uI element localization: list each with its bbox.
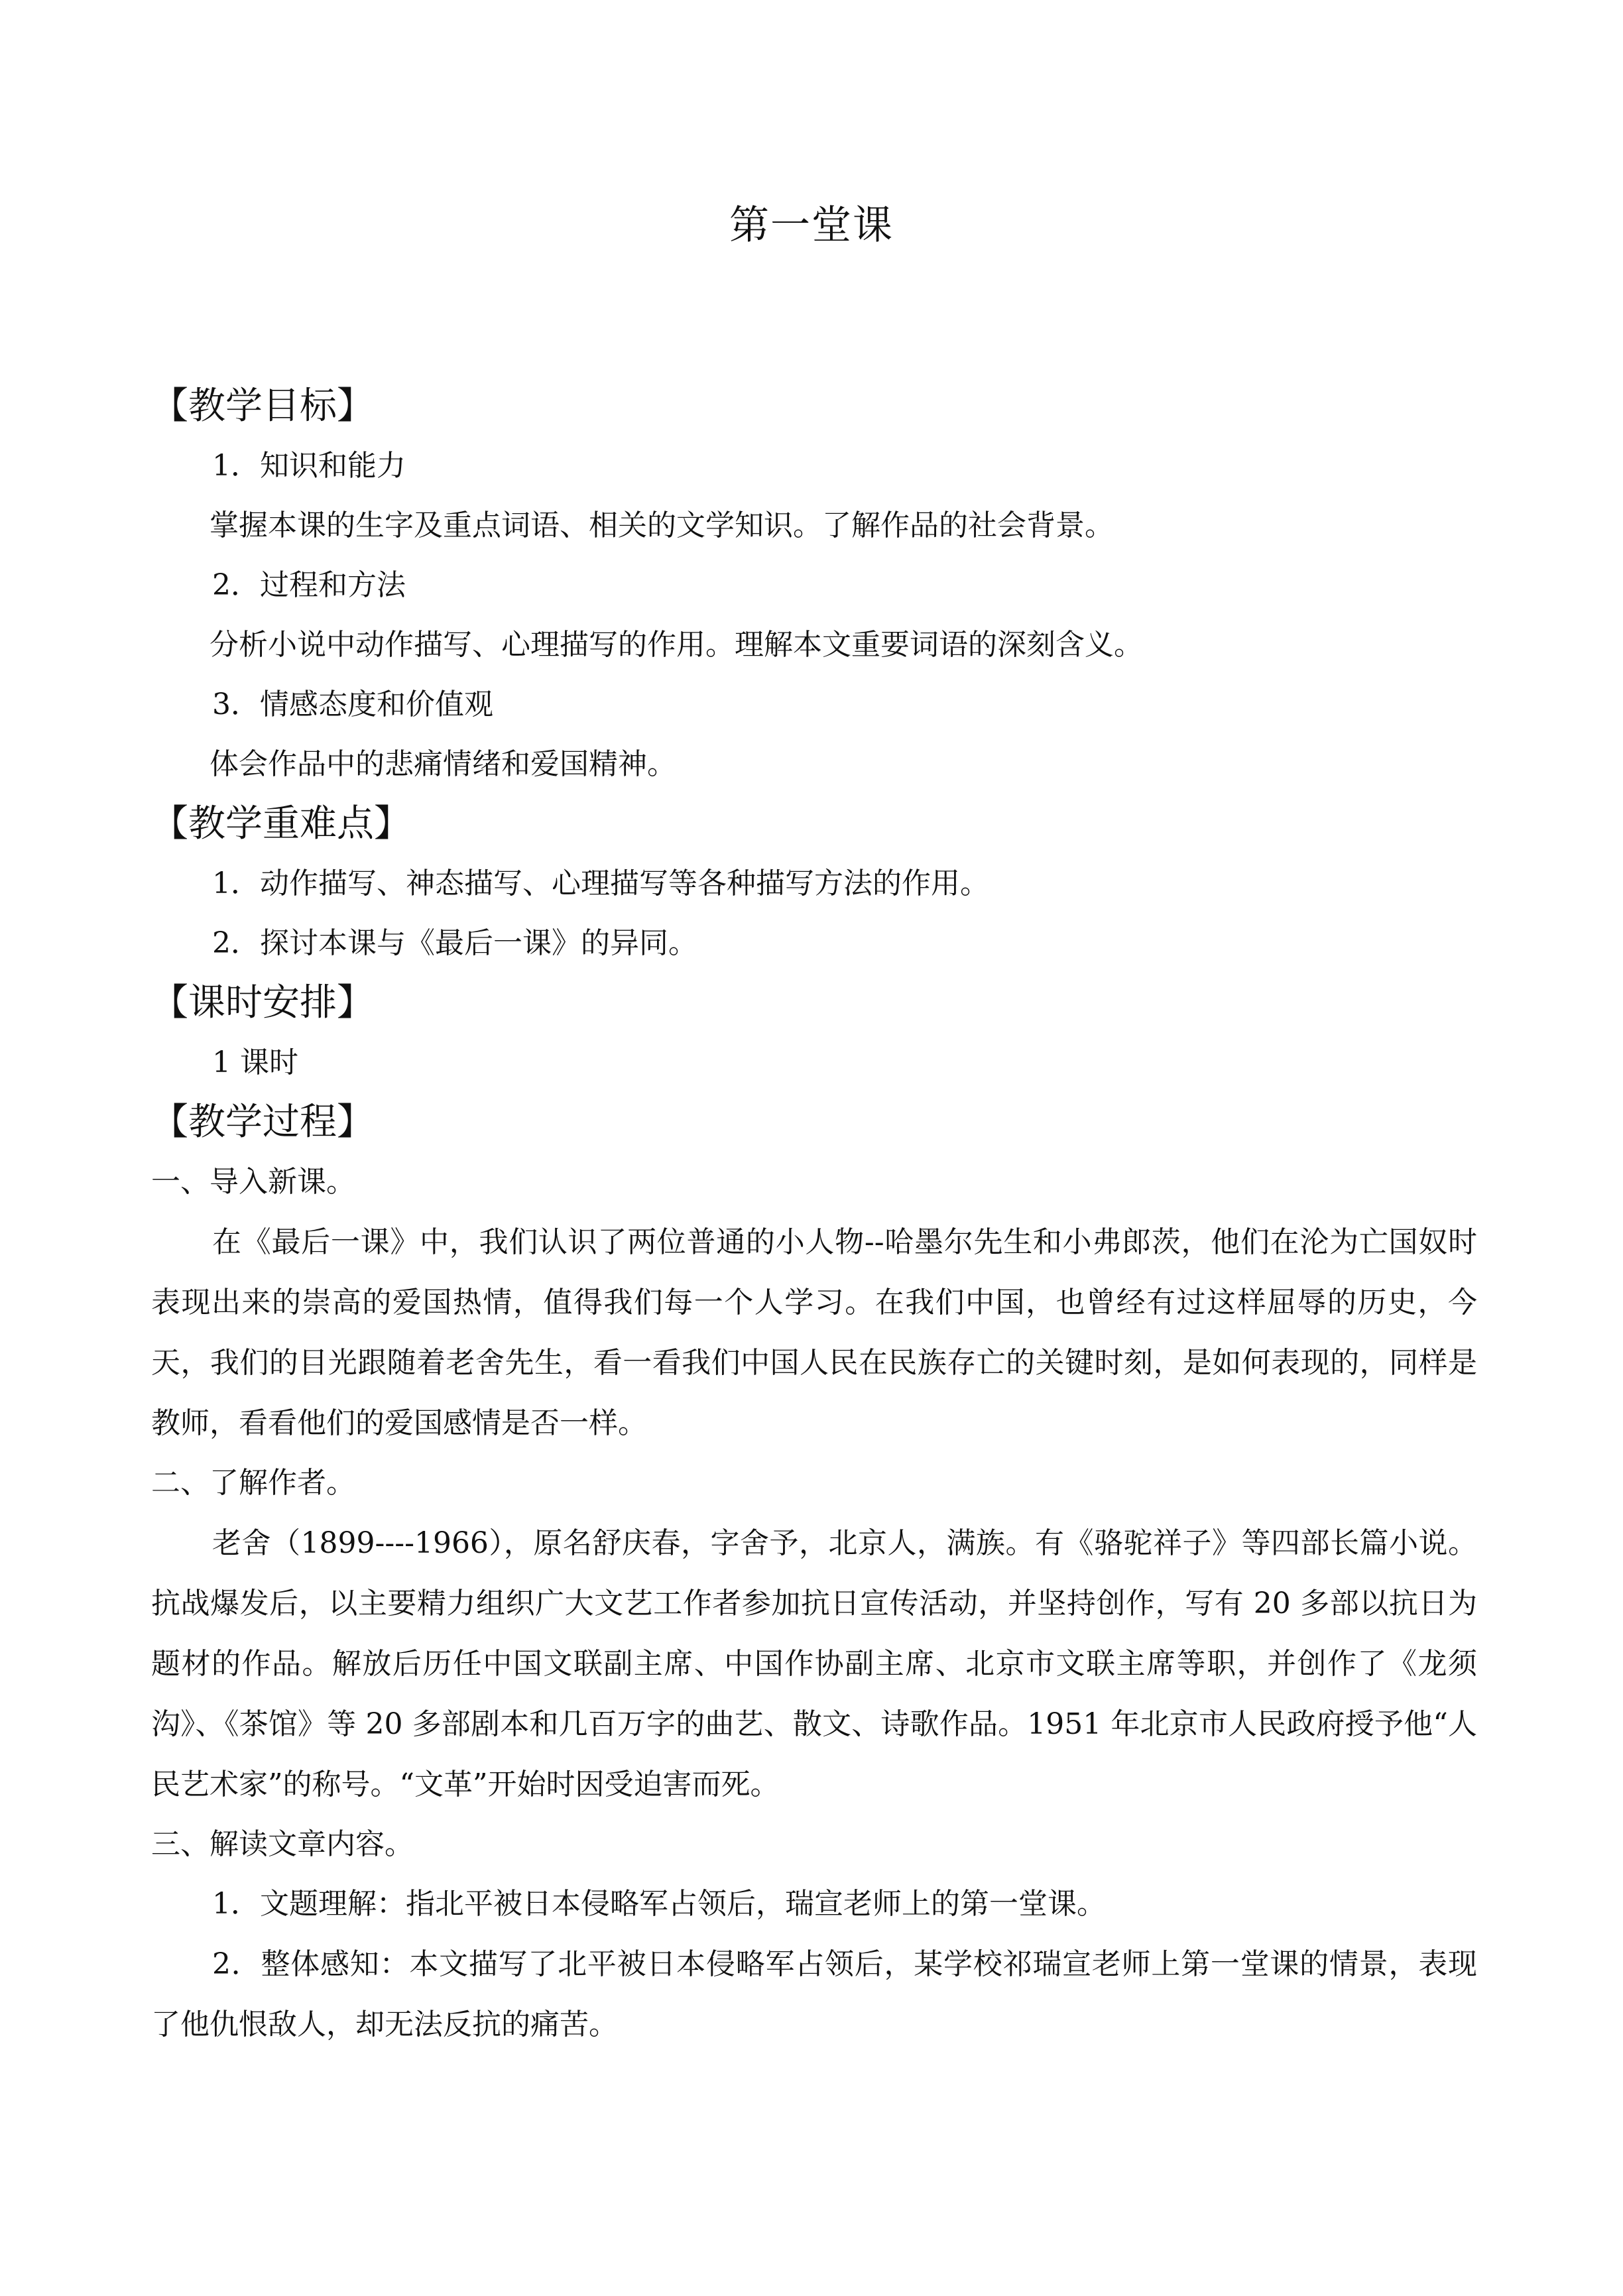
- section-2-title: 二、了解作者。: [151, 1466, 355, 1500]
- objective-label-1: 1．知识和能力: [212, 449, 406, 483]
- objective-text-2: 分析小说中动作描写、心理描写的作用。理解本文重要词语的深刻含义。: [210, 628, 1143, 662]
- section-1-title: 一、导入新课。: [151, 1165, 355, 1199]
- section-3-item-1: 1．文题理解：指北平被日本侵略军占领后，瑞宣老师上的第一堂课。: [212, 1887, 1106, 1921]
- objective-label-2: 2．过程和方法: [212, 568, 406, 602]
- objective-text-3: 体会作品中的悲痛情绪和爱国精神。: [210, 747, 676, 781]
- section-2-paragraph: 老舍（1899----1966），原名舒庆春，字舍予，北京人，满族。有《骆驼祥子》等四部长篇小说。抗战爆发后，以主要精力组织广大文艺工作者参加抗日宣传活动，并坚持创作，写有 20 多部以抗日为题材的作品。解放后历任中国文联副主席、中国作协副主席、北京市文联主席等职，并创作了《龙须沟》、《茶馆》等 20 多部剧本和几百万字的曲艺、散文、诗歌作品。1951 年北京市人民政府授予他“人民艺术家”的称号。“文革”开始时因受迫害而死。: [151, 1526, 1477, 1801]
- key-point-1: 1．动作描写、神态描写、心理描写等各种描写方法的作用。: [212, 867, 989, 900]
- schedule-heading: 【课时安排】: [151, 981, 374, 1024]
- section-3-title: 三、解读文章内容。: [151, 1827, 414, 1861]
- objective-text-1: 掌握本课的生字及重点词语、相关的文学知识。了解作品的社会背景。: [210, 509, 1114, 542]
- document-body: [151, 377, 1477, 2055]
- page-title: 第一堂课: [729, 202, 894, 249]
- schedule-text: 1 课时: [212, 1046, 298, 1079]
- objectives-heading: 【教学目标】: [151, 385, 374, 428]
- section-3-item-2: 2．整体感知：本文描写了北平被日本侵略军占领后，某学校祁瑞宣老师上第一堂课的情景，表现了他仇恨敌人，却无法反抗的痛苦。: [151, 1947, 1477, 2041]
- section-1-paragraph: 在《最后一课》中，我们认识了两位普通的小人物--哈墨尔先生和小弗郎茨，他们在沦为亡国奴时表现出来的崇高的爱国热情，值得我们每一个人学习。在我们中国，也曾经有过这样屈辱的历史，今天，我们的目光跟随着老舍先生，看一看我们中国人民在民族存亡的关键时刻，是如何表现的，同样是教师，看看他们的爱国感情是否一样。: [151, 1225, 1477, 1440]
- objective-label-3: 3．情感态度和价值观: [212, 688, 493, 721]
- key-point-2: 2．探讨本课与《最后一课》的异同。: [212, 926, 697, 960]
- process-heading: 【教学过程】: [151, 1101, 374, 1144]
- key-points-heading: 【教学重难点】: [151, 802, 411, 845]
